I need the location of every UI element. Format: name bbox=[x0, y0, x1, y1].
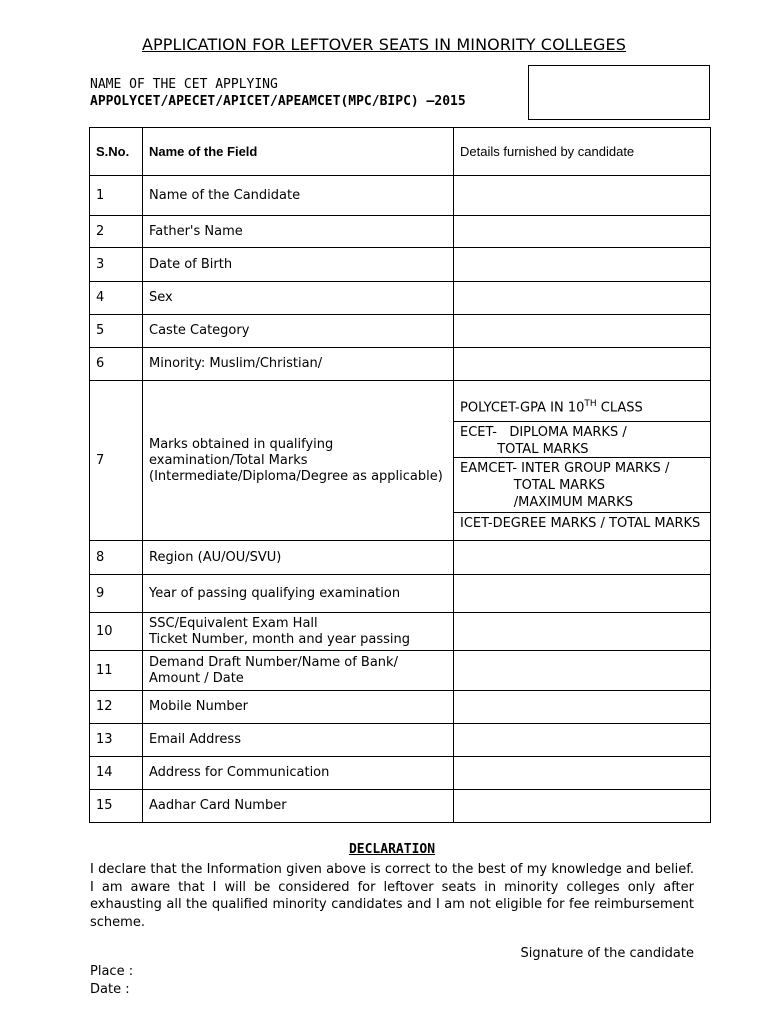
row-sno: 2 bbox=[90, 216, 143, 248]
cet-applying-label bbox=[90, 76, 466, 110]
signature-label: Signature of the candidate bbox=[520, 946, 694, 961]
row-field-line1: SSC/Equivalent Exam Hall bbox=[149, 615, 318, 631]
table-row bbox=[90, 790, 711, 823]
table-row bbox=[90, 613, 711, 651]
row-sno: 10 bbox=[90, 613, 143, 651]
row-field: Father's Name bbox=[143, 216, 454, 248]
table-row bbox=[90, 216, 711, 248]
row-field: Aadhar Card Number bbox=[143, 790, 454, 823]
marks-options-cell bbox=[454, 381, 711, 541]
row-field: Region (AU/OU/SVU) bbox=[143, 541, 454, 575]
caste-category-input[interactable] bbox=[454, 315, 711, 348]
row-field-line1: Demand Draft Number/Name of Bank/ bbox=[149, 654, 398, 670]
email-address-input[interactable] bbox=[454, 724, 711, 757]
row-field-line2: Amount / Date bbox=[149, 670, 244, 686]
table-row bbox=[90, 315, 711, 348]
place-label: Place : bbox=[90, 964, 134, 979]
row-field: Caste Category bbox=[143, 315, 454, 348]
icet-label: ICET-DEGREE MARKS / TOTAL MARKS bbox=[460, 516, 701, 531]
table-row bbox=[90, 348, 711, 381]
declaration-text: I declare that the Information given above is correct to the best of my knowledge and belief. I am aware that I will be considered for leftover seats in minority colleges only after exhausting all the qualified minority candidates and I am not eligible for fee reimbursement scheme. bbox=[90, 862, 694, 930]
row-sno: 11 bbox=[90, 651, 143, 691]
ecet-line2: TOTAL MARKS bbox=[460, 442, 589, 457]
cet-label-line2: APPOLYCET/APECET/APICET/APEAMCET(MPC/BIPC) –2015 bbox=[90, 94, 466, 109]
application-table bbox=[89, 127, 711, 823]
table-row bbox=[90, 541, 711, 575]
photo-box[interactable] bbox=[528, 65, 710, 120]
candidate-name-input[interactable] bbox=[454, 176, 711, 216]
region-input[interactable] bbox=[454, 541, 711, 575]
aadhar-number-input[interactable] bbox=[454, 790, 711, 823]
row-sno: 4 bbox=[90, 282, 143, 315]
father-name-input[interactable] bbox=[454, 216, 711, 248]
icet-option[interactable] bbox=[454, 513, 710, 534]
header-details: Details furnished by candidate bbox=[454, 128, 711, 176]
polycet-sup: TH bbox=[584, 399, 597, 409]
declaration-title: DECLARATION bbox=[348, 842, 436, 857]
cet-label-line1: NAME OF THE CET APPLYING bbox=[90, 77, 278, 92]
polycet-suffix: CLASS bbox=[596, 400, 643, 416]
header-field: Name of the Field bbox=[143, 128, 454, 176]
row-sno: 13 bbox=[90, 724, 143, 757]
date-label: Date : bbox=[90, 982, 130, 997]
table-header-row bbox=[90, 128, 711, 176]
header-sno: S.No. bbox=[90, 128, 143, 176]
eamcet-line2: TOTAL MARKS bbox=[460, 478, 606, 493]
sex-input[interactable] bbox=[454, 282, 711, 315]
table-row bbox=[90, 248, 711, 282]
ecet-option[interactable] bbox=[454, 422, 710, 458]
table-row bbox=[90, 724, 711, 757]
table-row bbox=[90, 651, 711, 691]
row-field-line2: Ticket Number, month and year passing bbox=[149, 631, 410, 647]
table-row bbox=[90, 757, 711, 790]
row-sno: 15 bbox=[90, 790, 143, 823]
hall-ticket-input[interactable] bbox=[454, 613, 711, 651]
year-of-passing-input[interactable] bbox=[454, 575, 711, 613]
eamcet-line1: EAMCET- INTER GROUP MARKS / bbox=[460, 461, 670, 476]
row-sno: 9 bbox=[90, 575, 143, 613]
row-sno: 1 bbox=[90, 176, 143, 216]
table-row bbox=[90, 381, 711, 541]
row-field: Sex bbox=[143, 282, 454, 315]
eamcet-line3: /MAXIMUM MARKS bbox=[460, 495, 633, 510]
form-title: APPLICATION FOR LEFTOVER SEATS IN MINORITY COLLEGES bbox=[142, 35, 626, 54]
table-row bbox=[90, 691, 711, 724]
row-field: Email Address bbox=[143, 724, 454, 757]
row-field: Marks obtained in qualifying examination/Total Marks (Intermediate/Diploma/Degree as applicable) bbox=[143, 381, 454, 541]
ecet-line1: ECET- DIPLOMA MARKS / bbox=[460, 425, 627, 440]
demand-draft-input[interactable] bbox=[454, 651, 711, 691]
row-sno: 6 bbox=[90, 348, 143, 381]
row-field bbox=[143, 613, 454, 651]
table-row bbox=[90, 176, 711, 216]
address-input[interactable] bbox=[454, 757, 711, 790]
row-sno: 5 bbox=[90, 315, 143, 348]
row-field: Mobile Number bbox=[143, 691, 454, 724]
row-sno: 8 bbox=[90, 541, 143, 575]
row-sno: 7 bbox=[90, 381, 143, 541]
mobile-number-input[interactable] bbox=[454, 691, 711, 724]
table-row bbox=[90, 575, 711, 613]
polycet-option[interactable] bbox=[454, 387, 710, 422]
polycet-label: POLYCET-GPA IN 10 bbox=[460, 400, 585, 416]
row-field bbox=[143, 651, 454, 691]
row-sno: 3 bbox=[90, 248, 143, 282]
row-sno: 12 bbox=[90, 691, 143, 724]
row-field: Date of Birth bbox=[143, 248, 454, 282]
date-of-birth-input[interactable] bbox=[454, 248, 711, 282]
row-field: Year of passing qualifying examination bbox=[143, 575, 454, 613]
row-sno: 14 bbox=[90, 757, 143, 790]
row-field: Address for Communication bbox=[143, 757, 454, 790]
row-field: Name of the Candidate bbox=[143, 176, 454, 216]
minority-input[interactable] bbox=[454, 348, 711, 381]
eamcet-option[interactable] bbox=[454, 458, 710, 513]
table-row bbox=[90, 282, 711, 315]
row-field: Minority: Muslim/Christian/ bbox=[143, 348, 454, 381]
